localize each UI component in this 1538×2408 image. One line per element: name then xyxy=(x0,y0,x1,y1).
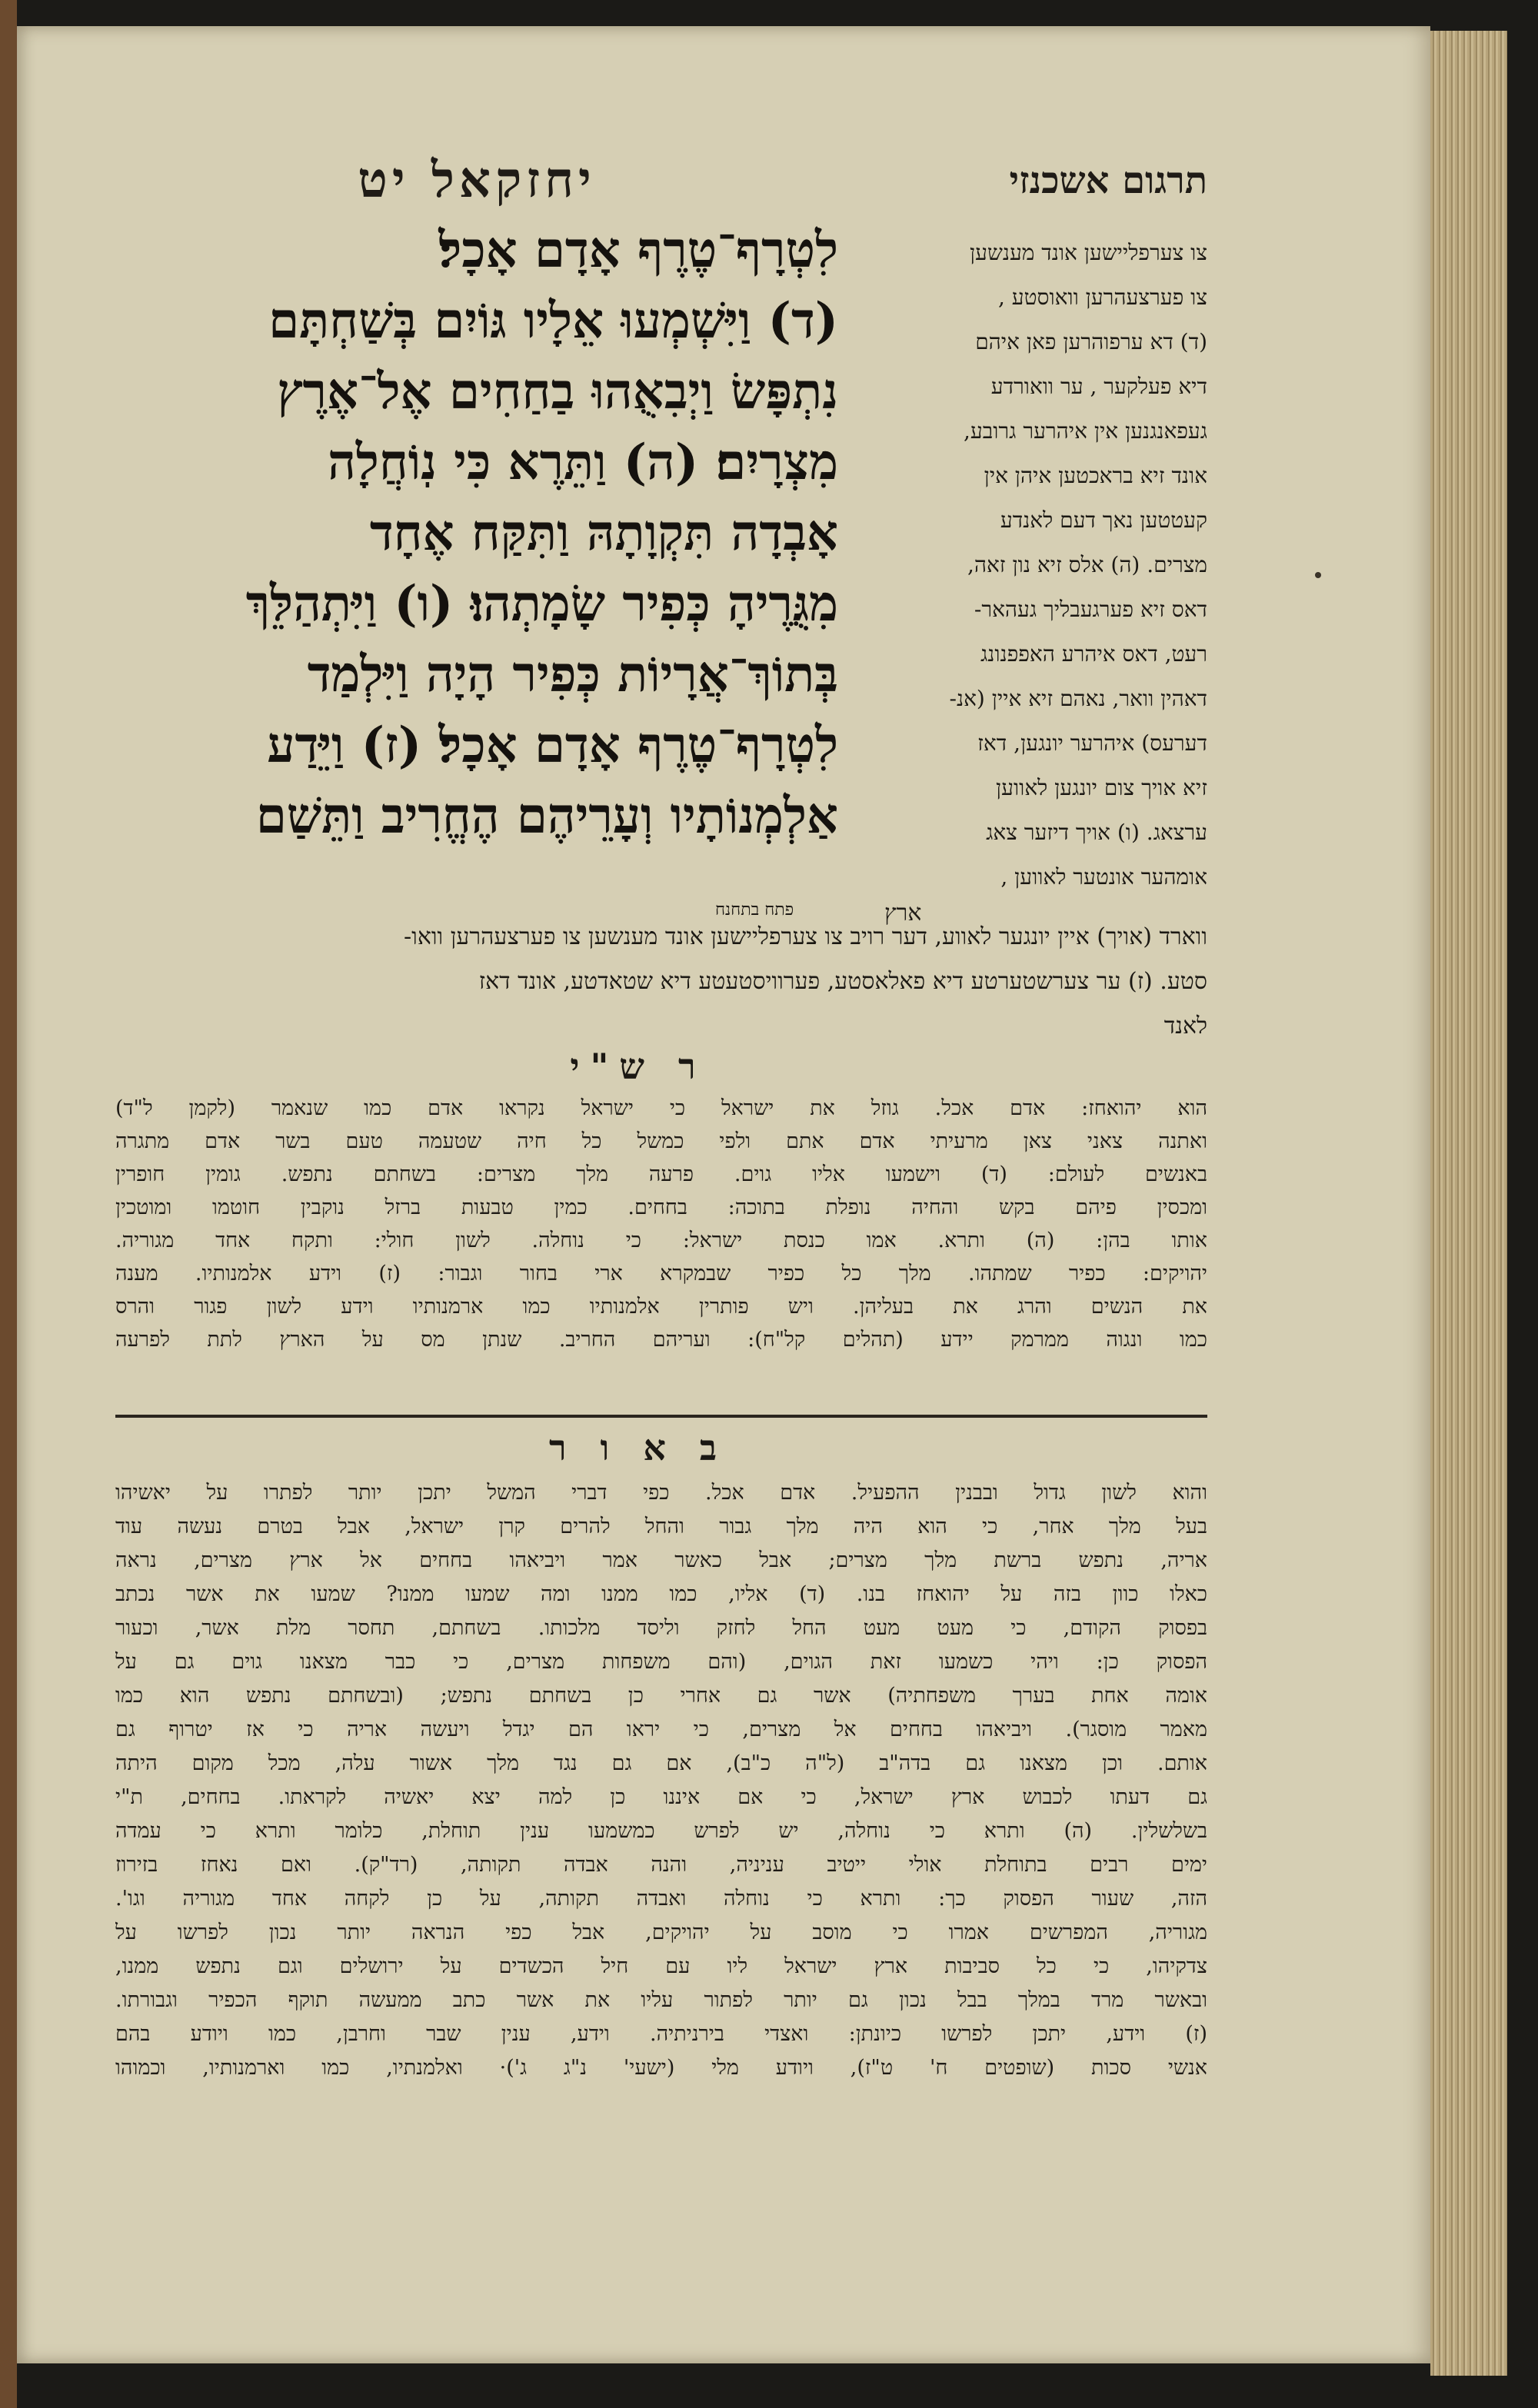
translation-line: לאנד xyxy=(1163,1013,1207,1039)
commentary-line: גם דעתו לכבוש ארץ ישראל, כי אם איננו כן למה יצא יאשיה לקראתו. בחחים, ת"י xyxy=(115,1785,1207,1809)
verse-line: בְּתוֹךְ־אֲרָיוֹת כְּפִיר הָיָה וַיִּלְמַד xyxy=(307,646,838,703)
yiddish-translation-continuation xyxy=(185,915,1207,1049)
translation-line: דאהין וואר, נאהם זיא איין (אנ- xyxy=(949,686,1207,711)
commentary-line: ואתנה צאני צאן מרעיתי אדם אתם ולפי כמשל כל חיה שטעמה טעם בשר אדם מתגרה xyxy=(115,1129,1207,1153)
commentary-line: באנשים לעולם: (ד) וישמעו אליו גוים. פרעה מלך מצרים: בשחתם נתפש. גומין חופרין xyxy=(115,1162,1207,1186)
commentary-line: בשלשלין. (ה) ותרא כי נוחלה, יש לפרש כמשמעו ענין תוחלת, כלומר ותרא כי עמדה xyxy=(115,1819,1207,1843)
commentary-line: יהויקים: כפיר שמתהו. מלך כל כפיר שבמקרא ארי בחור וגבור: (ז) וידע אלמנותיו. מענה xyxy=(115,1262,1207,1285)
translation-line: דיא פעלקער , ער וואורדע xyxy=(990,374,1207,399)
biur-title: ב א ו ר xyxy=(548,1427,728,1468)
commentary-line: הוא יהואחז: אדם אכל. גוזל את ישראל כי ישראל נקראו אדם כמו שנאמר (לקמן ל"ד) xyxy=(115,1096,1207,1120)
translation-line: געפאנגנען אין איהרער גרובע, xyxy=(964,418,1207,444)
translation-line: דערעס) איהרער יונגען, דאז xyxy=(977,730,1207,756)
translation-line: צו פערצעהרען וואוסטע , xyxy=(997,284,1207,310)
commentary-line: ומכסין פיהם בקש והחיה נופלת בתוכה: בחחים. כמין טבעות ברזל נוקבין חוטמו ומוטכין xyxy=(115,1196,1207,1219)
commentary-line: אותם. וכן מצאנו גם בדה"ב (ל"ה כ"ב), אם גם נגד מלך אשור עלה, מכל מקום היתה xyxy=(115,1751,1207,1775)
commentary-line: הפסוק כן: ויהי כשמעו זאת הגוים, (והם משפחות מצרים, כי כבר מצאנו גוים גם על xyxy=(115,1650,1207,1674)
book-spine xyxy=(0,0,17,2408)
catchword: ארץ xyxy=(884,900,922,926)
page-edges xyxy=(1430,31,1507,2376)
rashi-title: ר ש"י xyxy=(570,1046,707,1087)
commentary-line: מגוריה, המפרשים אמרו כי מוסב על יהויקים, אבל כפי הנראה יותר נכון לפרשו על xyxy=(115,1921,1207,1944)
translation-line: (ד) דא ערפוהרען פאן איהם xyxy=(975,329,1207,354)
commentary-line: כמו ונגוה ממרמק יידע (תהלים קל"ח): ועריהם החריב. שנתן מס על הארץ לתת לפרעה xyxy=(115,1328,1207,1352)
translation-line: סטע. (ז) ער צערשטערטע דיא פאלאסטע, פערוויסטעטע דיא שטאדטע, אונד דאז xyxy=(478,968,1207,995)
commentary-line: כאלו כוון בזה על יהואחז בנו. (ד) אליו, כמו ממנו ומה שמעו ממנו? שמעו את אשר נכתב xyxy=(115,1582,1207,1606)
verse-line: אַלְמְנוֹתָיו וְעָרֵיהֶם הֶחֱרִיב וַתֵּשַׁם xyxy=(255,787,838,845)
verse-line: (ד) וַיִּשְׁמְעוּ אֵלָיו גּוֹיִם בְּשַׁחְתָּם xyxy=(268,292,838,350)
commentary-line: ובאשר מרד במלך בבל נכון גם יותר לפתור עליו את אשר כתב ממעשה תוקף הכפיר וגבורתו. xyxy=(115,1988,1207,2012)
translation-line: אונד זיא בראכטען איהן אין xyxy=(984,463,1207,488)
commentary-line: הזה, שעור הפסוק כך: ותרא כי נוחלה ואבדה תקותה, על כן לקחה אחד מגוריה וגו'. xyxy=(115,1887,1207,1911)
commentary-line: והוא לשון גדול ובבנין ההפעיל. אדם אכל. כפי דברי המשל יתכן יותר לפתרו על יאשיהו xyxy=(115,1481,1207,1505)
commentary-line: אומה אחת בערך משפחתיה) אשר גם אחרי כן בשחתם נתפש; (ובשחתם נתפש הוא כמו xyxy=(115,1684,1207,1708)
commentary-line: ימים רבים בתוחלת אולי ייטיב עניניה, והנה אבדה תקותה, (רד"ק). ואם נאחז בזירוז xyxy=(115,1853,1207,1877)
commentary-line: אריה, נתפש ברשת מלך מצרים; אבל כאשר אמר ויביאהו בחחים אל ארץ מצרים, נראה xyxy=(115,1548,1207,1572)
commentary-line: את הנשים והרג את בעליהן. ויש פותרין אלמנותיו כמו ארמנותיו וידע לשון פגור והרס xyxy=(115,1295,1207,1319)
verse-line: אָבְדָה תִּקְוָתָהּ וַתִּקַּח אֶחָד xyxy=(369,504,838,562)
commentary-line: (ז) וידע, יתכן לפרשו כיונתן: ואצדי בירניתיה. וידע, ענין שבר וחרבן, כמו ויודע בהם xyxy=(115,2022,1207,2046)
running-header-book: יחזקאל יט xyxy=(358,151,596,209)
verse-line: מִגֻּרֶיהָ כְּפִיר שָׂמָתְהוּ׃ (ו) וַיִּתְהַלֵּךְ xyxy=(245,575,838,633)
translation-line: רעט, דאס איהרע האפפנונג xyxy=(980,641,1207,667)
running-header-targum: תרגום אשכנזי xyxy=(1009,159,1207,202)
translation-line: צו צערפליישען אונד מענשען xyxy=(970,240,1207,265)
translation-line: ערצאג. (ו) אויך דיזער צאג xyxy=(986,820,1207,845)
commentary-line: מאמר מוסגר). ויביאהו בחחים אל מצרים, כי יראו הם יגדל ויעשה אריה כי אז יטרוף גם xyxy=(115,1718,1207,1741)
verse-line: נִתְפָּשׂ וַיְבִאֻהוּ בַחַחִים אֶל־אֶרֶץ xyxy=(277,363,838,421)
rashi-commentary xyxy=(115,1092,1207,1356)
verse-line: לִטְרָף־טֶרֶף אָדָם אָכָל׃ xyxy=(438,221,838,279)
section-divider xyxy=(115,1415,1207,1418)
catchword-note: פתח בתחנח xyxy=(715,900,794,920)
ink-speck xyxy=(1315,572,1321,578)
commentary-line: אנשי סכות (שופטים ח' ט"ז), ויודע מלי (ישעי' נ"ג ג')· ואלמנתיו, כמו וארמנותיו, וכמוהו xyxy=(115,2056,1207,2080)
translation-line: קעטטען נאך דעם לאנדע xyxy=(1000,507,1207,533)
translation-line: זיא אויך צום יונגען לאווען xyxy=(996,775,1207,800)
verse-line: לִטְרָף־טֶרֶף אָדָם אָכָל׃ (ז) וַיֵּדַע xyxy=(267,717,838,774)
hebrew-verse-text xyxy=(69,215,838,852)
translation-line: דאס זיא פערגעבליך געהאר- xyxy=(974,597,1207,622)
yiddish-translation-column xyxy=(869,231,1207,900)
translation-line: אומהער אונטער לאווען , xyxy=(1000,864,1207,890)
biur-commentary xyxy=(115,1476,1207,2085)
commentary-line: צדקיהו, כי כל סביבות ארץ ישראל ליו עם חיל הכשדים על ירושלים וגם נתפש ממנו, xyxy=(115,1954,1207,1978)
commentary-line: בפסוק הקודם, כי מעט מעט החל לחזק וליסד מלכותו. בשחתם, תחסר מלת אשר, וכעור xyxy=(115,1616,1207,1640)
commentary-line: אותו בהן: (ה) ותרא. אמו כנסת ישראל: כי נוחלה. לשון חולי: ותקח אחד מגוריה. xyxy=(115,1229,1207,1252)
translation-line: ווארד (אויך) איין יונגער לאווע, דער רויב צו צערפליישען אונד מענשען צו פערצעהרען וואו- xyxy=(404,923,1207,950)
commentary-line: בעל מלך אחר, כי הוא היה מלך גבור והחל להרים קרן ישראל, אבל בטרם נעשה עוד xyxy=(115,1515,1207,1538)
translation-line: מצרים. (ה) אלס זיא נון זאה, xyxy=(967,552,1207,577)
verse-line: מִצְרָיִם׃ (ה) וַתֵּרֶא כִּי נֽוֹחֲלָה xyxy=(328,434,838,491)
